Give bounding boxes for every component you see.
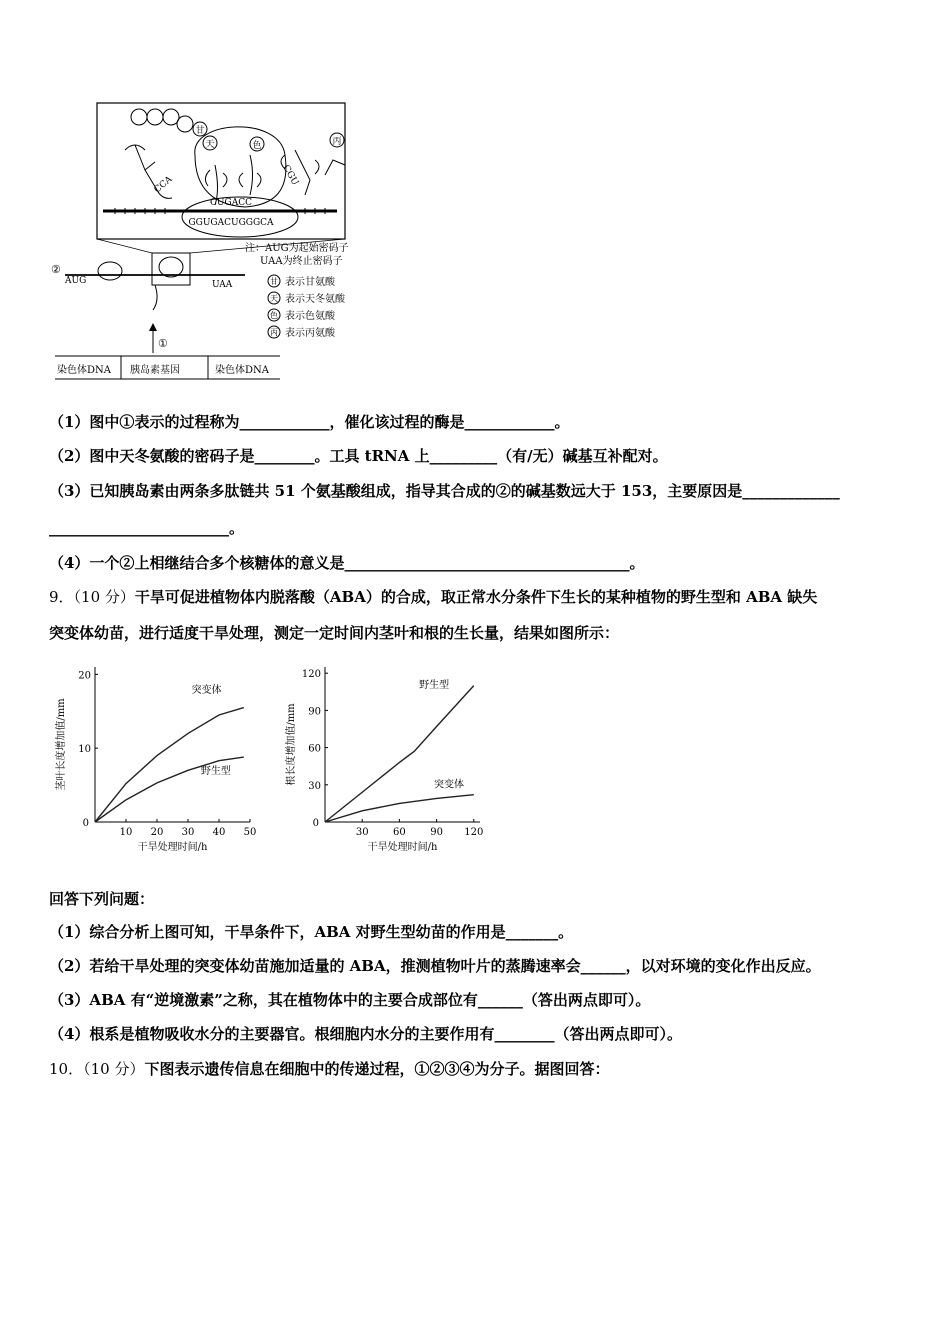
series-label-0: 突变体 bbox=[191, 684, 222, 696]
q8-line-4: （4）一个②上相继结合多个核糖体的意义是______________________________________。 bbox=[49, 554, 645, 572]
q10-text-1: 下图表示遗传信息在细胞中的传递过程，①②③④为分子。据图回答： bbox=[144, 1060, 610, 1078]
y-axis-label: 根长度增加值/mm bbox=[286, 703, 297, 786]
x-tick-label: 90 bbox=[430, 827, 443, 838]
amino-gan-label: 甘 bbox=[195, 126, 205, 136]
q9-sub-4: （4）根系是植物吸收水分的主要器官。根细胞内水分的主要作用有________（答出两点即可）。 bbox=[49, 1025, 682, 1043]
q9-sub-3: （3）ABA 有“逆境激素”之称，其在植物体中的主要合成部位有______（答出两点即可）。 bbox=[49, 991, 651, 1009]
q8-line-1: （1）图中①表示的过程称为____________，催化该过程的酶是____________。 bbox=[49, 413, 570, 431]
series-line-0 bbox=[325, 686, 474, 822]
q9-sub-1: （1）综合分析上图可知，干旱条件下，ABA 对野生型幼苗的作用是_______。 bbox=[49, 923, 574, 941]
peptide-chain bbox=[131, 109, 193, 132]
y-tick-label: 30 bbox=[308, 780, 321, 792]
dna-left: 染色体DNA bbox=[57, 365, 111, 376]
svg-text:表示天冬氨酸: 表示天冬氨酸 bbox=[285, 294, 345, 305]
svg-text:表示丙氨酸: 表示丙氨酸 bbox=[285, 328, 335, 339]
svg-text:表示色氨酸: 表示色氨酸 bbox=[285, 311, 335, 322]
q9-line-2: 突变体幼苗，进行适度干旱处理，测定一定时间内茎叶和根的生长量，结果如图所示： bbox=[49, 624, 620, 642]
y-tick-label: 120 bbox=[301, 669, 321, 681]
x-tick-label: 30 bbox=[355, 827, 369, 838]
series-line-1 bbox=[325, 795, 474, 822]
note-1: 注：AUG为起始密码子 bbox=[245, 243, 349, 254]
origin-label: 0 bbox=[82, 818, 89, 829]
q9-sub-2: （2）若给干旱处理的突变体幼苗施加适量的 ABA，推测植物叶片的蒸腾速率会______，以对环境的变化作出反应。 bbox=[49, 957, 821, 975]
mrna-sequence: GGUGACUGGGCA bbox=[188, 218, 274, 228]
y-tick-label: 20 bbox=[78, 670, 91, 682]
amino-se-label: 色 bbox=[252, 141, 262, 151]
x-tick-label: 50 bbox=[243, 827, 257, 838]
amino-bing-label: 丙 bbox=[332, 137, 342, 147]
codon-top: CUGACC bbox=[210, 198, 252, 208]
x-tick-label: 60 bbox=[393, 827, 406, 838]
origin-label: 0 bbox=[312, 818, 319, 829]
svg-text:丙: 丙 bbox=[270, 328, 278, 337]
svg-text:色: 色 bbox=[270, 311, 278, 320]
y-axis-label: 茎叶长度增加值/mm bbox=[56, 698, 67, 791]
series-line-0 bbox=[95, 708, 244, 822]
q8-line-3b: ________________________。 bbox=[49, 519, 245, 537]
q9-answer-intro: 回答下列问题： bbox=[49, 890, 155, 908]
y-tick-label: 60 bbox=[308, 743, 321, 755]
ribosome-highlight-box bbox=[152, 253, 190, 285]
svg-text:甘: 甘 bbox=[270, 277, 278, 286]
series-label-1: 突变体 bbox=[434, 779, 464, 791]
x-tick-label: 10 bbox=[119, 827, 133, 838]
start-codon: AUG bbox=[65, 276, 87, 286]
series-label-1: 野生型 bbox=[200, 766, 231, 778]
translation-diagram bbox=[45, 95, 415, 385]
x-tick-label: 40 bbox=[212, 827, 226, 838]
y-tick-label: 90 bbox=[308, 706, 321, 718]
x-axis-label: 干旱处理时间/h bbox=[367, 842, 438, 853]
x-tick-label: 30 bbox=[181, 827, 195, 838]
q10-number: 10．（10 分） bbox=[49, 1060, 145, 1078]
q8-line-2: （2）图中天冬氨酸的密码子是________。工具 tRNA 上_________（有/无）碱基互补配对。 bbox=[49, 447, 668, 465]
trna-shapes bbox=[125, 145, 345, 205]
label-1: ① bbox=[158, 337, 168, 350]
root-growth-chart bbox=[280, 655, 495, 860]
legend bbox=[268, 275, 346, 339]
q10-line-1 bbox=[49, 1058, 609, 1079]
series-label-0: 野生型 bbox=[419, 680, 450, 692]
x-tick-label: 120 bbox=[464, 827, 484, 838]
y-tick-label: 10 bbox=[78, 744, 91, 756]
anticodon-right: CGU bbox=[280, 163, 300, 188]
q8-line-3: （3）已知胰岛素由两条多肽链共 51 个氨基酸组成，指导其合成的②的碱基数远大于 153，主要原因是_____________ bbox=[49, 482, 840, 500]
svg-text:天: 天 bbox=[270, 294, 278, 303]
stem-leaf-growth-chart bbox=[50, 655, 265, 860]
dna-right: 染色体DNA bbox=[215, 365, 269, 376]
q9-text-1: 干旱可促进植物体内脱落酸（ABA）的合成，取正常水分条件下生长的某种植物的野生型和 ABA 缺失 bbox=[134, 588, 818, 606]
note-2: UAA为终止密码子 bbox=[260, 256, 343, 267]
ribosome-1 bbox=[98, 262, 122, 280]
dna-gene: 胰岛素基因 bbox=[130, 365, 180, 376]
q9-number: 9．（10 分） bbox=[49, 588, 135, 606]
svg-text:表示甘氨酸: 表示甘氨酸 bbox=[285, 277, 335, 288]
amino-tian-label: 天 bbox=[205, 140, 215, 150]
x-axis-label: 干旱处理时间/h bbox=[137, 842, 208, 853]
label-2: ② bbox=[51, 263, 61, 276]
q9-line-1 bbox=[49, 586, 817, 607]
anticodon-left: CCA bbox=[152, 174, 175, 196]
ribosome-2 bbox=[159, 257, 183, 277]
x-tick-label: 20 bbox=[150, 827, 164, 838]
stop-codon: UAA bbox=[212, 280, 233, 290]
